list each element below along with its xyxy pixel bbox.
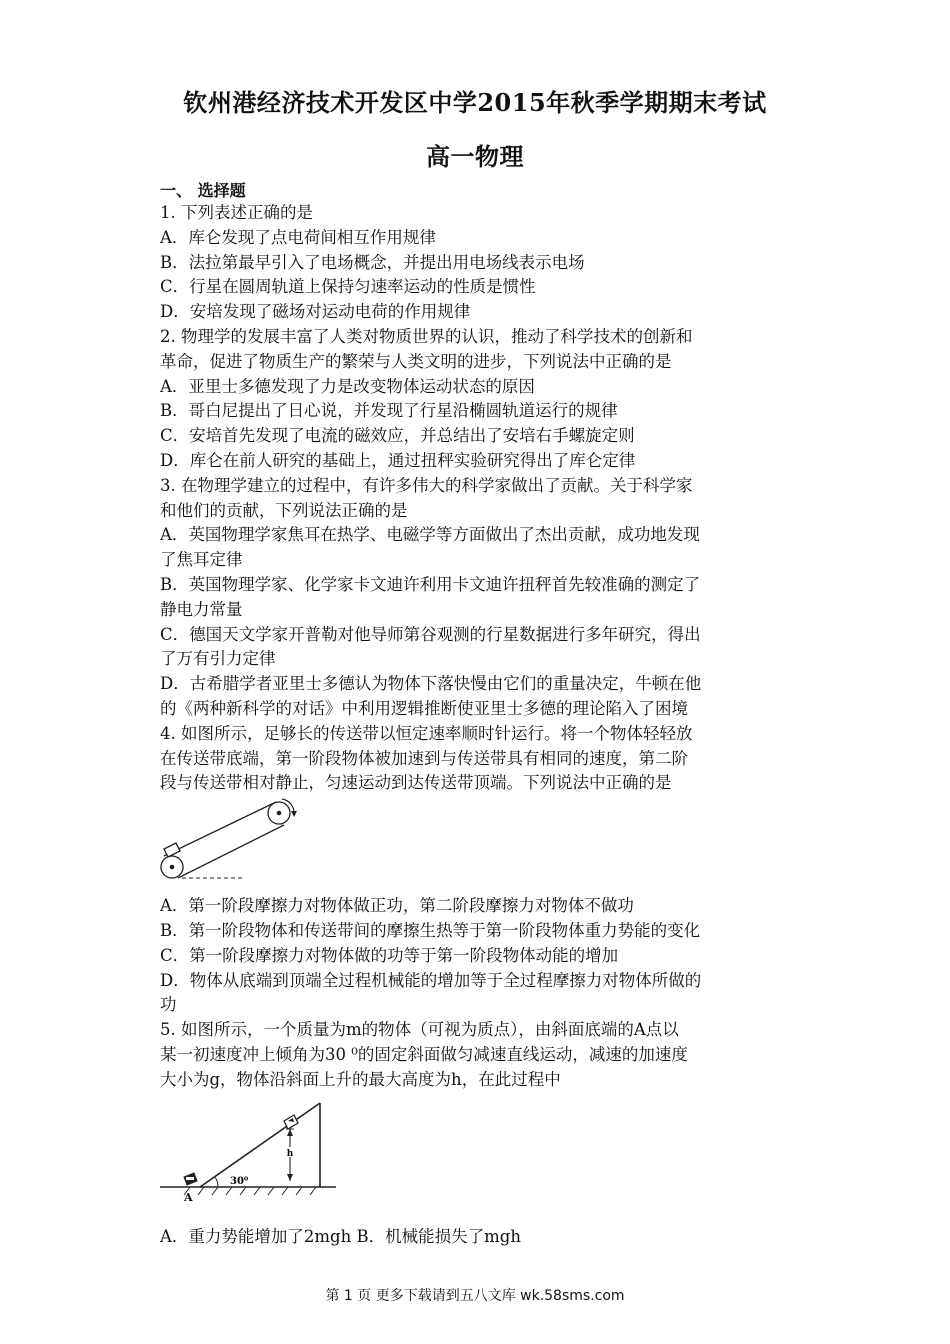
q3-option-c: C．德国天文学家开普勒对他导师第谷观测的行星数据进行多年研究，得出 [160,624,701,644]
q4-option-d-cont: 功 [160,995,177,1015]
q5-stem-line: 大小为g，物体沿斜面上升的最大高度为h，在此过程中 [160,1069,561,1089]
q5-stem-line: 5. 如图所示，一个质量为m的物体（可视为质点），由斜面底端的A点以 [160,1020,679,1040]
q2-option-c: C．安培首先发现了电流的磁效应，并总结出了安培右手螺旋定则 [160,426,635,446]
q3-option-a-cont: 了焦耳定律 [160,550,243,570]
q3-option-d-cont: 的《两种新科学的对话》中利用逻辑推断使亚里士多德的理论陷入了困境 [160,698,688,718]
q4-option-c: C．第一阶段摩擦力对物体做的功等于第一阶段物体动能的增加 [160,945,619,965]
q5-stem-line: 某一初速度冲上倾角为30 ⁰的固定斜面做匀减速直线运动，减速的加速度 [160,1044,688,1064]
q4-option-d: D．物体从底端到顶端全过程机械能的增加等于全过程摩擦力对物体所做的 [160,970,702,990]
conveyor-belt-figure [160,796,790,894]
conveyor-belt-diagram [160,796,360,894]
q2-stem-line: 革命，促进了物质生产的繁荣与人类文明的进步，下列说法中正确的是 [160,351,672,371]
q3-stem-line: 3. 在物理学建立的过程中，有许多伟大的科学家做出了贡献。关于科学家 [160,475,693,495]
exam-subtitle: 高一物理 [426,142,524,171]
q3-option-b: B．英国物理学家、化学家卡文迪许利用卡文迪许扭秤首先较准确的测定了 [160,574,701,594]
exam-title: 钦州港经济技术开发区中学2015年秋季学期期末考试 [183,88,767,117]
q2-option-d: D．库仑在前人研究的基础上，通过扭秤实验研究得出了库仑定律 [160,450,636,470]
q3-option-c-cont: 了万有引力定律 [160,649,276,669]
incline-diagram [160,1093,340,1225]
angle-label: 30⁰ [230,1175,249,1187]
q2-stem-line: 2. 物理学的发展丰富了人类对物质世界的认识，推动了科学技术的创新和 [160,326,693,346]
q1-option-c: C．行星在圆周轨道上保持匀速率运动的性质是惯性 [160,277,536,297]
q4-stem-line: 段与传送带相对静止，匀速运动到达传送带顶端。下列说法中正确的是 [160,773,672,793]
q2-option-b: B．哥白尼提出了日心说，并发现了行星沿椭圆轨道运行的规律 [160,401,618,421]
q1-stem-line: 1. 下列表述正确的是 [160,203,313,222]
point-a-label: A [184,1190,193,1204]
q4-stem-line: 4. 如图所示，足够长的传送带以恒定速率顺时针运行。将一个物体轻轻放 [160,723,693,743]
q1-option-a: A．库仑发现了点电荷间相互作用规律 [160,227,436,247]
question-body [160,201,790,1249]
q2-option-a: A．亚里士多德发现了力是改变物体运动状态的原因 [160,376,535,396]
q3-option-d: D．古希腊学者亚里士多德认为物体下落快慢由它们的重量决定，牛顿在他 [160,674,702,694]
q1-option-b: B．法拉第最早引入了电场概念，并提出用电场线表示电场 [160,252,585,272]
q3-stem-line: 和他们的贡献，下列说法正确的是 [160,500,408,520]
q3-option-b-cont: 静电力常量 [160,599,243,619]
q4-stem-line: 在传送带底端，第一阶段物体被加速到与传送带具有相同的速度，第二阶 [160,748,688,768]
page-footer: 第 1 页 更多下载请到五八文库 wk.58sms.com [325,1288,625,1304]
q3-option-a: A．英国物理学家焦耳在热学、电磁学等方面做出了杰出贡献，成功地发现 [160,525,700,545]
height-label: h [286,1148,294,1159]
incline-figure [160,1093,790,1225]
section-heading: 一、 选择题 [160,181,246,200]
q1-option-d: D．安培发现了磁场对运动电荷的作用规律 [160,302,471,322]
q4-option-a: A．第一阶段摩擦力对物体做正功，第二阶段摩擦力对物体不做功 [160,896,634,916]
q4-option-b: B．第一阶段物体和传送带间的摩擦生热等于第一阶段物体重力势能的变化 [160,920,701,940]
q5-option-ab: A．重力势能增加了2mgh B．机械能损失了mgh [160,1226,521,1246]
